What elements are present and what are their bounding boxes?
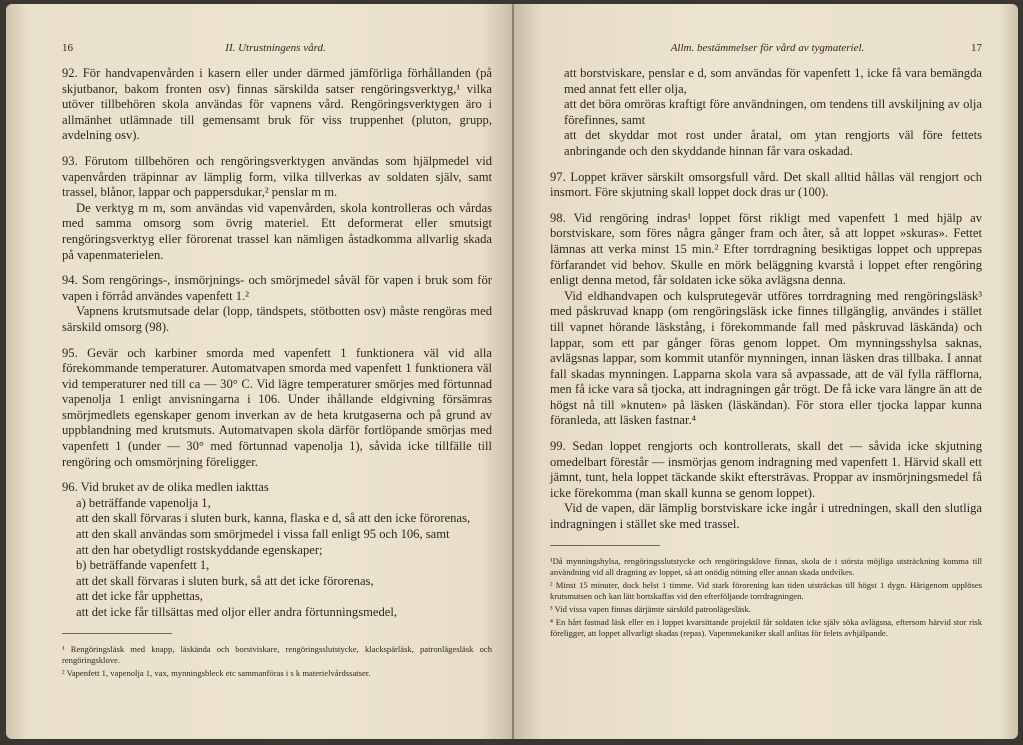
list-item: att det icke får upphettas, [76, 589, 203, 604]
left-footnote-rule [62, 633, 172, 634]
list-item: att det böra omröras kraftigt före användningen, om tendens till avskiljning av olja förefinnes, samt [564, 97, 982, 127]
list-item: att den skall användas som smörjmedel i vissa fall enligt 95 och 106, samt [76, 527, 450, 542]
footnote-3: ³ Vid vissa vapen finnas därjämte särskild patronlägesläsk. [550, 603, 751, 614]
paragraph-94: 94. Som rengörings-, insmörjnings- och smörjmedel såväl för vapen i bruk som för vapen i förråd användes vapenfett 1.² [62, 273, 492, 303]
book-spine [512, 4, 514, 739]
list-item: att det skall förvaras i sluten burk, så att det icke förorenas, [76, 573, 374, 588]
list-item: att det skyddar mot rost under åratal, om ytan rengjorts väl före fettets anbringande och den skyddande hinnan får vara oskadad. [564, 128, 982, 158]
paragraph-92: 92. För handvapenvården i kasern eller under därmed jämförliga förhållanden (på skjutbanor, bakom fronten osv) finnas särskilda satser rengöringsverktyg,¹ vilka utöver tillbehören skola användas för vapnens vård. Rengöringsverktygen äro i allmänhet utlämnade till gemensamt bruk för viss truppenhet (pluton, grupp, avdelning osv). [62, 66, 492, 143]
list-item: att den har obetydligt rostskyddande egenskaper; [76, 542, 323, 557]
left-body-text [62, 66, 492, 621]
paragraph-95: 95. Gevär och karbiner smorda med vapenfett 1 funktionera väl vid alla förekommande temperaturer. Automatvapen smorda med vapenfett 1 funktionera väl vid temperaturer ned till ca — 30° C. Vid lägre temperaturer smörjes med förtunnad vapenolja 1 enligt anvisningarna i 106. Under ihållande eldgivning försämras smörjmedlets egenskaper genom inverkan av de heta krutgaserna och på grund av uppblandning med krutsmuts. Automatvapen skola därför fortlöpande smörjas med vapenfett 1 (under — 30° med förtunnad vapenolja 1), såvida icke tillfälle till rengöring och omsmörjning föreligger. [62, 345, 492, 469]
right-page [512, 4, 1018, 739]
paragraph-99: 99. Sedan loppet rengjorts och kontrollerats, skall det — såvida icke skjutning omedelbart förestår — insmörjas genom indragning med vapenfett 1. Härvid skall ett jämnt, tunt, hela loppet täckande skikt eftersträvas. Proppar av insmörjningsmedel få icke förekomma (man skall kunna se genom loppet). [550, 439, 982, 500]
footnote-2: ² Minst 15 minuter, dock helst 1 timme. Vid stark förorening kan tiden utsträckas till högst 1 dygn. Härigenom upplöses krutsmutsen och kan lätt bortskaffas vid den efterföljande torrdragningen. [550, 579, 982, 601]
list-item: att det icke får tillsättas med oljor eller andra förtunningsmedel, [76, 605, 398, 619]
left-page-number: 16 [62, 42, 73, 54]
paragraph-99-cont: Vid de vapen, där lämplig borstviskare icke ingår i utredningen, skall den slutliga indragningen i stället ske med trassel. [550, 501, 982, 532]
footnote-1: ¹ Rengöringsläsk med knapp, läskända och borstviskare, rengöringsslutstycke, klackspärläsk, patronlägesläsk och rengöringsklove. [62, 643, 492, 665]
paragraph-97: 97. Loppet kräver särskilt omsorgsfull vård. Det skall alltid hållas väl rengjort och insmort. Före skjutning skall loppet dock dras ur (100). [550, 169, 982, 200]
list-item: att den skall förvaras i sluten burk, kanna, flaska e d, så att den icke förorenas, [76, 511, 471, 526]
right-footnotes [550, 556, 982, 639]
paragraph-98: 98. Vid rengöring indras¹ loppet först rikligt med vapenfett 1 med hjälp av borstviskare, som föres några gånger fram och åter, så att loppet »skuras». Fettet lämnas att verka minst 15 min.² Efter torrdragning besiktigas loppet och upprepas förfarandet vid behov. Skulle en mörk beläggning kvarstå i loppet efter rengöring enligt denna metod, får soldaten icke söka avlägsna denna. [550, 210, 982, 288]
right-running-title: Allm. bestämmelser för vård av tygmateriel. [670, 42, 865, 54]
footnote-4: ⁴ En hårt fastnad läsk eller en i loppet kvarsittande projektil får soldaten icke själv söka avlägsna, eftersom härvid stor risk föreligger, att loppet allvarligt skadas (repas). Vapenmekaniker skall anlitas för felets avhjälpande. [550, 616, 982, 638]
left-page [6, 4, 512, 739]
list-item-b: b) beträffande vapenfett 1, [76, 558, 210, 573]
right-footnote-rule [550, 545, 660, 546]
left-footnotes [62, 644, 492, 679]
paragraph-93: 93. Förutom tillbehören och rengöringsverktygen användas som hjälpmedel vid vapenvården träpinnar av lämplig form, vilka tillverkas av soldaten själv, samt trassel, blånor, lappar och pappersdukar,² penslar m m. [62, 153, 492, 200]
left-running-title: II. Utrustningens vård. [225, 42, 326, 54]
left-running-head [62, 42, 492, 54]
right-page-number: 17 [971, 42, 982, 54]
right-body-text [550, 66, 982, 533]
footnote-2: ² Vapenfett 1, vapenolja 1, vax, mynningsbleck etc sammanföras i s k materielvårdssatser. [62, 667, 371, 678]
right-running-head [550, 42, 982, 54]
paragraph-94-cont: Vapnens krutsmutsade delar (lopp, tändspets, stötbotten osv) måste rengöras med särskild omsorg (98). [62, 304, 492, 334]
paragraph-96: 96. Vid bruket av de olika medlen iakttas [62, 480, 269, 495]
footnote-1: ¹Då mynningshylsa, rengöringsslutstycke och rengöringsklove finnas, skola de i största möjliga utsträckning komma till användning vid all dragning av loppet, så att onödig nötning eller annan skada undvikes. [550, 555, 982, 577]
paragraph-98-cont: Vid eldhandvapen och kulsprutegevär utföres torrdragning med rengöringsläsk³ med påskruvad knapp (om rengöringsläsk icke finnes tillgänglig, användes i stället till vapnet hörande läskstång, i förekommande fall med påskruvad läskända) och lappar, som ett par gånger föras genom loppet. Om mynningsshylsa saknas, avlägsnas lappar, som kommit utanför mynningen, innan läsken dras tillbaka. I annat fall skadas mynningen. Lapparna skola vara så avpassade, att de väl fylla räfflorna, men få icke vara så tjocka, att indragningen går trögt. De få icke vara längre än att de högst nå till »knuten» på läsken (läskändan). För stora eller tjocka lappar kunna föranleda, att läsken fastnar.⁴ [550, 288, 982, 428]
list-item: att borstviskare, penslar e d, som användas för vapenfett 1, icke få vara bemängda med annat fett eller olja, [564, 66, 982, 96]
list-item-a: a) beträffande vapenolja 1, [76, 495, 211, 510]
paragraph-93-cont: De verktyg m m, som användas vid vapenvården, skola kontrolleras och vårdas med samma omsorg som övrig materiel. Ett deformerat eller smutsigt rengöringsverktyg eller förorenat trassel kan nämligen åstadkomma allvarlig skada på vapenmaterielen. [62, 200, 492, 262]
open-book [6, 4, 1019, 739]
